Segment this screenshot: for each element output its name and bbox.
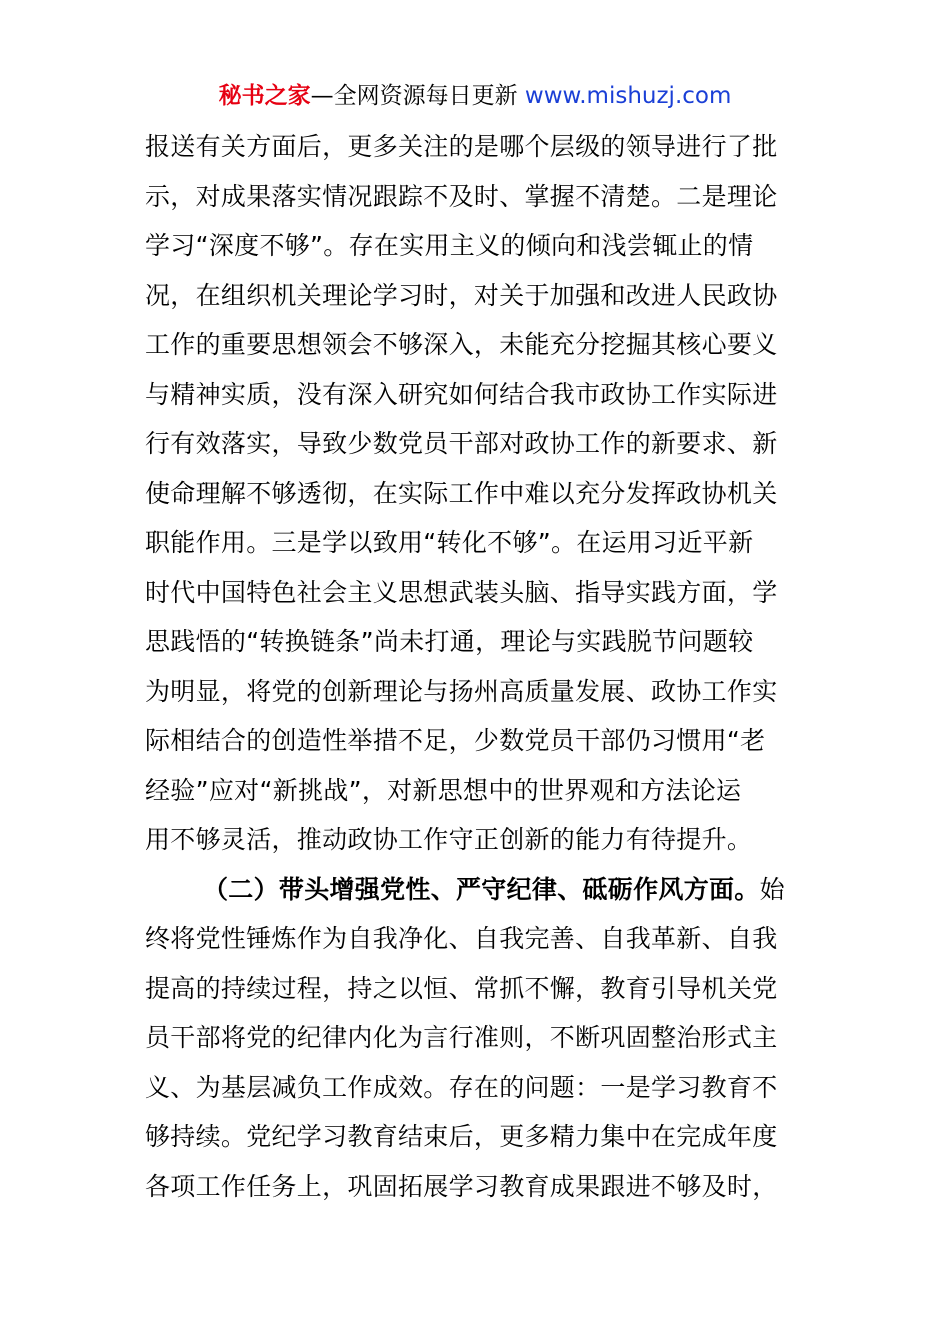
text-line: 经验”应对“新挑战”，对新思想中的世界观和方法论运: [145, 775, 742, 805]
section-heading-rest: 始: [759, 874, 785, 904]
text-line: 终将党性锤炼作为自我净化、自我完善、自我革新、自我: [145, 924, 778, 953]
text-line: 各项工作任务上，巩固拓展学习教育成果跟进不够及时，: [145, 1171, 778, 1201]
text-line: 行有效落实，导致少数党员干部对政协工作的新要求、新: [145, 429, 778, 458]
text-line: 工作的重要思想领会不够深入，未能充分挖掘其核心要义: [145, 330, 778, 359]
text-line: 况，在组织机关理论学习时，对关于加强和改进人民政协: [145, 280, 778, 310]
text-line: 与精神实质，没有深入研究如何结合我市政协工作实际进: [145, 379, 778, 409]
site-header: [0, 80, 950, 112]
text-line: 使命理解不够透彻，在实际工作中难以充分发挥政协机关: [145, 478, 778, 508]
text-line: 报送有关方面后，更多关注的是哪个层级的领导进行了批: [145, 132, 778, 161]
text-line: 示，对成果落实情况跟踪不及时、掌握不清楚。二是理论: [145, 181, 778, 211]
text-line: 际相结合的创造性举措不足，少数党员干部仍习惯用“老: [145, 726, 766, 755]
text-line: 时代中国特色社会主义思想武装头脑、指导实践方面，学: [145, 577, 778, 607]
text-line: 员干部将党的纪律内化为言行准则，不断巩固整治形式主: [145, 1023, 778, 1052]
text-line: 提高的持续过程，持之以恒、常抓不懈，教育引导机关党: [145, 973, 778, 1003]
document-body: [145, 122, 810, 1211]
brand-name: 秘书之家: [218, 83, 311, 109]
section-heading-line: [145, 865, 810, 915]
text-line: 学习“深度不够”。存在实用主义的倾向和浅尝辄止的情: [145, 231, 754, 260]
header-tagline: —全网资源每日更新: [310, 83, 525, 109]
text-line: 为明显，将党的创新理论与扬州高质量发展、政协工作实: [145, 676, 778, 706]
section-heading: （二）带头增强党性、严守纪律、砥砺作风方面。: [203, 874, 760, 904]
text-line: 用不够灵活，推动政协工作守正创新的能力有待提升。: [145, 825, 753, 854]
text-line: 思践悟的“转换链条”尚未打通，理论与实践脱节问题较: [145, 627, 754, 656]
text-line: 义、为基层减负工作成效。存在的问题：一是学习教育不: [145, 1072, 778, 1102]
text-line: 够持续。党纪学习教育结束后，更多精力集中在完成年度: [145, 1122, 778, 1151]
site-url[interactable]: www.mishuzj.com: [524, 83, 732, 109]
text-line: 职能作用。三是学以致用“转化不够”。在运用习近平新: [145, 528, 754, 557]
